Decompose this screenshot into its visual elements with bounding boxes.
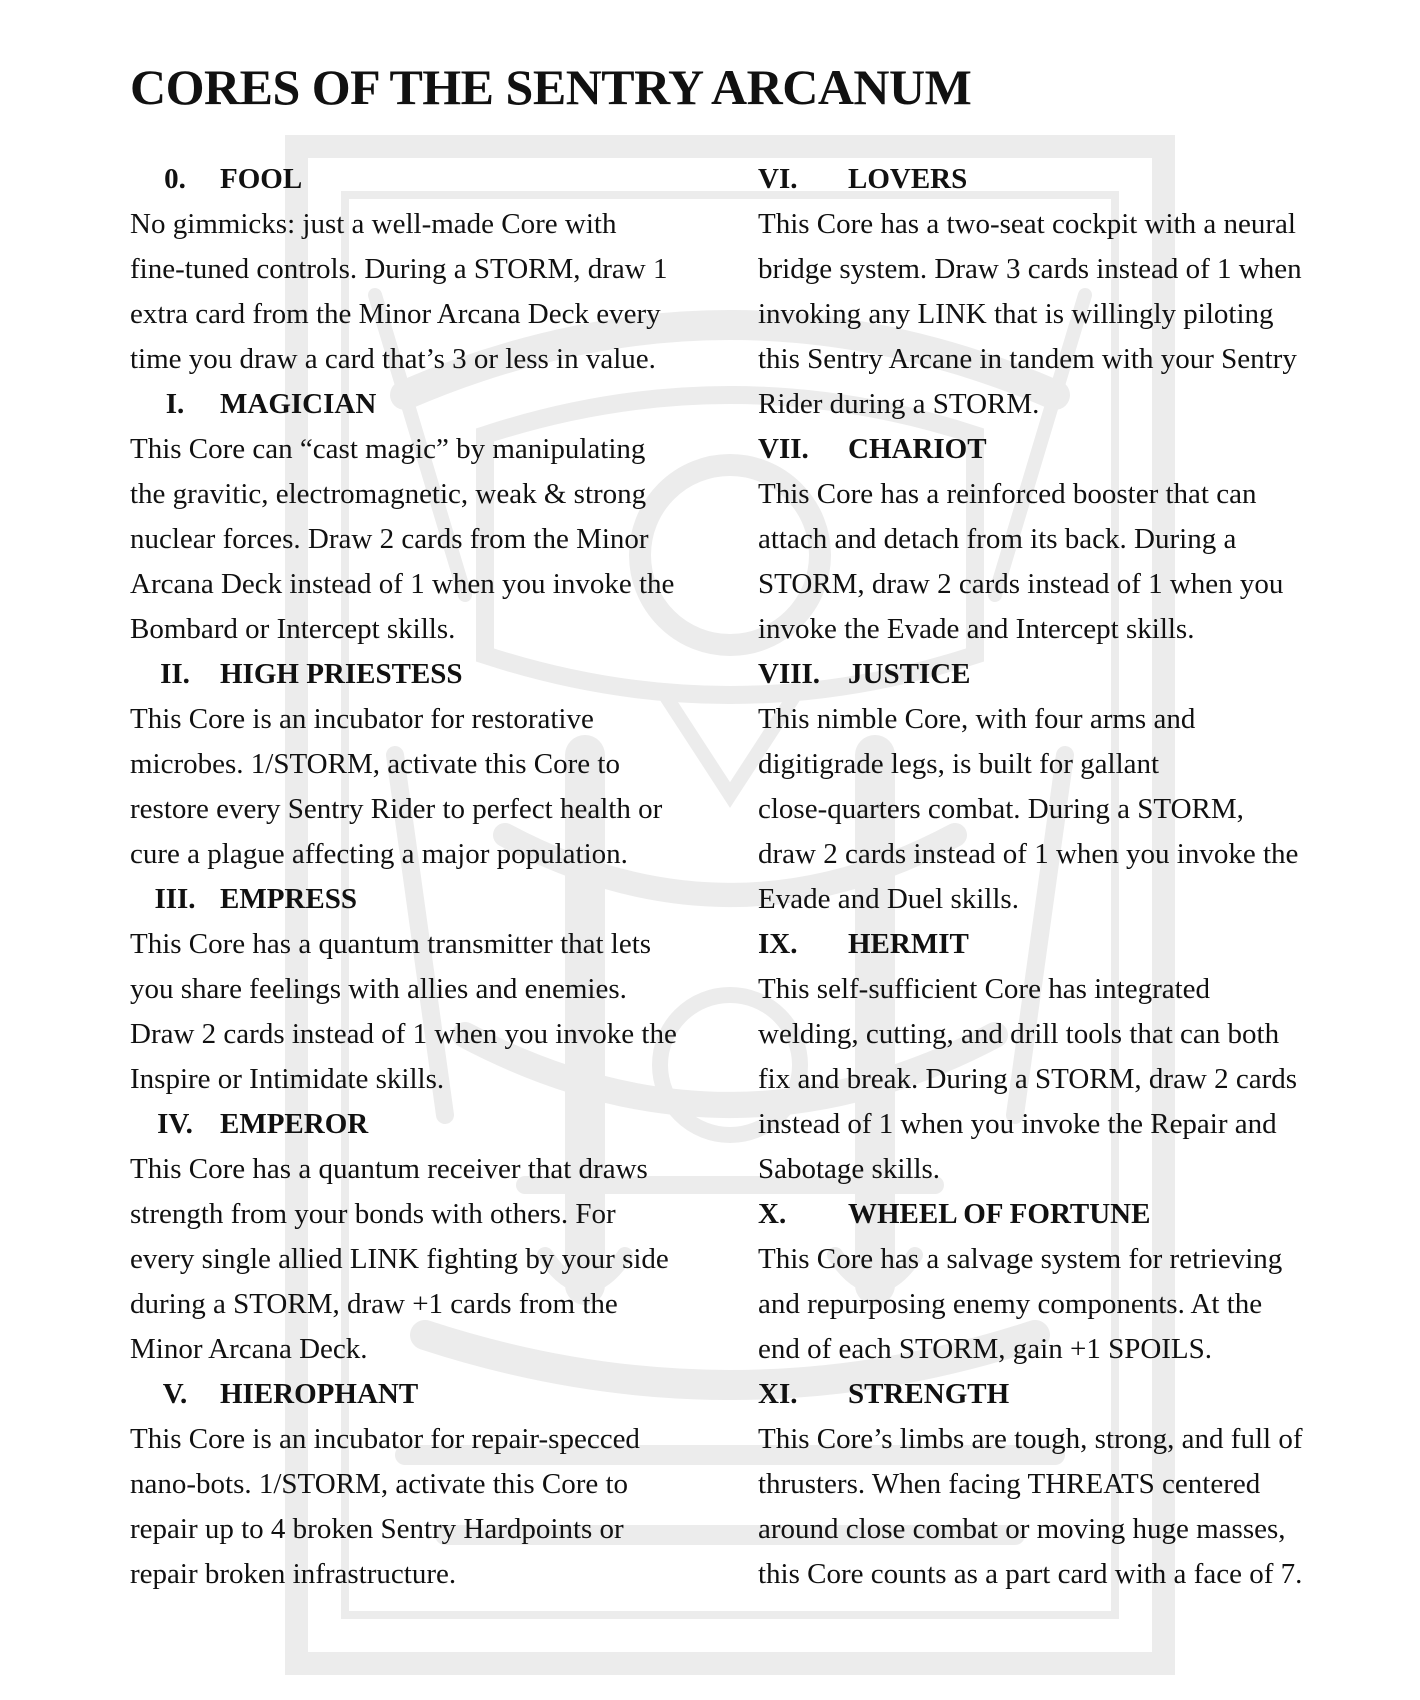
description-line: thrusters. When facing THREATS centered xyxy=(758,1468,1261,1500)
core-heading xyxy=(758,922,1318,967)
core-numeral: VI. xyxy=(758,163,798,195)
description-line: close-quarters combat. During a STORM, xyxy=(758,793,1244,825)
description-line: draw 2 cards instead of 1 when you invoke the xyxy=(758,838,1299,870)
description-line: bridge system. Draw 3 cards instead of 1 when xyxy=(758,253,1302,285)
core-name: EMPRESS xyxy=(220,883,357,915)
description-line: around close combat or moving huge masses, xyxy=(758,1513,1286,1545)
core-entry-hierophant xyxy=(130,1372,690,1597)
description-line: Inspire or Intimidate skills. xyxy=(130,1063,445,1095)
core-name: EMPEROR xyxy=(220,1108,369,1140)
core-heading xyxy=(130,1102,690,1147)
description-line: This nimble Core, with four arms and xyxy=(758,703,1196,735)
description-line: fix and break. During a STORM, draw 2 cards xyxy=(758,1063,1298,1095)
core-description xyxy=(758,967,1318,1192)
left-column xyxy=(130,157,690,1597)
core-numeral: X. xyxy=(758,1198,787,1230)
description-line: This self-sufficient Core has integrated xyxy=(758,973,1211,1005)
core-name: CHARIOT xyxy=(848,433,987,465)
core-name: HERMIT xyxy=(848,928,969,960)
description-line: Sabotage skills. xyxy=(758,1153,941,1185)
core-numeral: VIII. xyxy=(758,658,821,690)
description-line: This Core has a reinforced booster that can xyxy=(758,478,1257,510)
core-entry-wheel-of-fortune xyxy=(758,1192,1318,1372)
core-heading xyxy=(130,652,690,697)
core-numeral: VII. xyxy=(758,433,809,465)
core-entry-chariot xyxy=(758,427,1318,652)
core-heading xyxy=(130,382,690,427)
core-heading xyxy=(130,1372,690,1417)
description-line: nuclear forces. Draw 2 cards from the Minor xyxy=(130,523,649,555)
description-line: welding, cutting, and drill tools that can both xyxy=(758,1018,1280,1050)
core-numeral: I. xyxy=(165,388,185,420)
core-heading xyxy=(758,157,1318,202)
core-numeral: 0. xyxy=(164,163,186,195)
description-line: This Core has a quantum transmitter that lets xyxy=(130,928,652,960)
core-heading xyxy=(130,157,690,202)
description-line: No gimmicks: just a well-made Core with xyxy=(130,208,617,240)
description-line: microbes. 1/STORM, activate this Core to xyxy=(130,748,620,780)
core-entry-emperor xyxy=(130,1102,690,1372)
description-line: invoke the Evade and Intercept skills. xyxy=(758,613,1195,645)
description-line: restore every Sentry Rider to perfect health or xyxy=(130,793,663,825)
description-line: time you draw a card that’s 3 or less in value. xyxy=(130,343,656,375)
description-line: Evade and Duel skills. xyxy=(758,883,1019,915)
core-name: STRENGTH xyxy=(848,1378,1010,1410)
description-line: STORM, draw 2 cards instead of 1 when you xyxy=(758,568,1284,600)
core-entry-magician xyxy=(130,382,690,652)
core-name: WHEEL OF FORTUNE xyxy=(848,1198,1151,1230)
core-numeral: IX. xyxy=(758,928,798,960)
description-line: repair broken infrastructure. xyxy=(130,1558,457,1590)
description-line: end of each STORM, gain +1 SPOILS. xyxy=(758,1333,1213,1365)
core-description xyxy=(758,472,1318,652)
core-name: FOOL xyxy=(220,163,303,195)
core-numeral: III. xyxy=(154,883,196,915)
description-line: this Sentry Arcane in tandem with your Sentry xyxy=(758,343,1297,375)
core-name: HIEROPHANT xyxy=(220,1378,419,1410)
core-name: HIGH PRIESTESS xyxy=(220,658,463,690)
core-entry-strength xyxy=(758,1372,1318,1597)
description-line: the gravitic, electromagnetic, weak & strong xyxy=(130,478,647,510)
description-line: This Core’s limbs are tough, strong, and full of xyxy=(758,1423,1303,1455)
description-line: invoking any LINK that is willingly piloting xyxy=(758,298,1274,330)
core-numeral: XI. xyxy=(758,1378,798,1410)
core-heading xyxy=(758,427,1318,472)
core-description xyxy=(130,427,690,652)
description-line: Draw 2 cards instead of 1 when you invoke the xyxy=(130,1018,677,1050)
description-line: during a STORM, draw +1 cards from the xyxy=(130,1288,618,1320)
description-line: Bombard or Intercept skills. xyxy=(130,613,456,645)
description-line: Minor Arcana Deck. xyxy=(130,1333,368,1365)
core-entry-hermit xyxy=(758,922,1318,1192)
core-entry-lovers xyxy=(758,157,1318,427)
core-heading xyxy=(130,877,690,922)
description-line: every single allied LINK fighting by your side xyxy=(130,1243,669,1275)
description-line: digitigrade legs, is built for gallant xyxy=(758,748,1160,780)
core-entry-empress xyxy=(130,877,690,1102)
core-description xyxy=(130,202,690,382)
core-description xyxy=(758,697,1318,922)
description-line: this Core counts as a part card with a face of 7. xyxy=(758,1558,1303,1590)
core-name: LOVERS xyxy=(848,163,968,195)
core-numeral: II. xyxy=(160,658,190,690)
description-line: nano-bots. 1/STORM, activate this Core to xyxy=(130,1468,629,1500)
description-line: This Core has a quantum receiver that draws xyxy=(130,1153,648,1185)
right-column xyxy=(758,157,1318,1597)
description-line: you share feelings with allies and enemies. xyxy=(130,973,627,1005)
description-line: cure a plague affecting a major population. xyxy=(130,838,628,870)
core-heading xyxy=(758,1372,1318,1417)
description-line: This Core has a salvage system for retrieving xyxy=(758,1243,1283,1275)
core-description xyxy=(758,1417,1318,1597)
core-description xyxy=(130,1417,690,1597)
description-line: repair up to 4 broken Sentry Hardpoints or xyxy=(130,1513,624,1545)
description-line: This Core can “cast magic” by manipulating xyxy=(130,433,646,465)
description-line: This Core is an incubator for repair-specced xyxy=(130,1423,640,1455)
core-numeral: V. xyxy=(162,1378,188,1410)
description-line: This Core has a two-seat cockpit with a neural xyxy=(758,208,1296,240)
description-line: Rider during a STORM. xyxy=(758,388,1040,420)
core-entry-fool xyxy=(130,157,690,382)
core-entry-justice xyxy=(758,652,1318,922)
description-line: attach and detach from its back. During a xyxy=(758,523,1237,555)
description-line: and repurposing enemy components. At the xyxy=(758,1288,1263,1320)
core-heading xyxy=(758,1192,1318,1237)
description-line: instead of 1 when you invoke the Repair and xyxy=(758,1108,1277,1140)
description-line: strength from your bonds with others. For xyxy=(130,1198,616,1230)
core-description xyxy=(130,922,690,1102)
page-title: CORES OF THE SENTRY ARCANUM xyxy=(130,59,972,115)
core-description xyxy=(130,697,690,877)
core-name: MAGICIAN xyxy=(220,388,377,420)
core-name: JUSTICE xyxy=(848,658,971,690)
core-description xyxy=(758,202,1318,427)
description-line: extra card from the Minor Arcana Deck every xyxy=(130,298,661,330)
description-line: Arcana Deck instead of 1 when you invoke the xyxy=(130,568,675,600)
core-description xyxy=(130,1147,690,1372)
description-line: fine-tuned controls. During a STORM, draw 1 xyxy=(130,253,668,285)
core-numeral: IV. xyxy=(157,1108,193,1140)
core-heading xyxy=(758,652,1318,697)
core-description xyxy=(758,1237,1318,1372)
description-line: This Core is an incubator for restorative xyxy=(130,703,594,735)
core-entry-high-priestess xyxy=(130,652,690,877)
